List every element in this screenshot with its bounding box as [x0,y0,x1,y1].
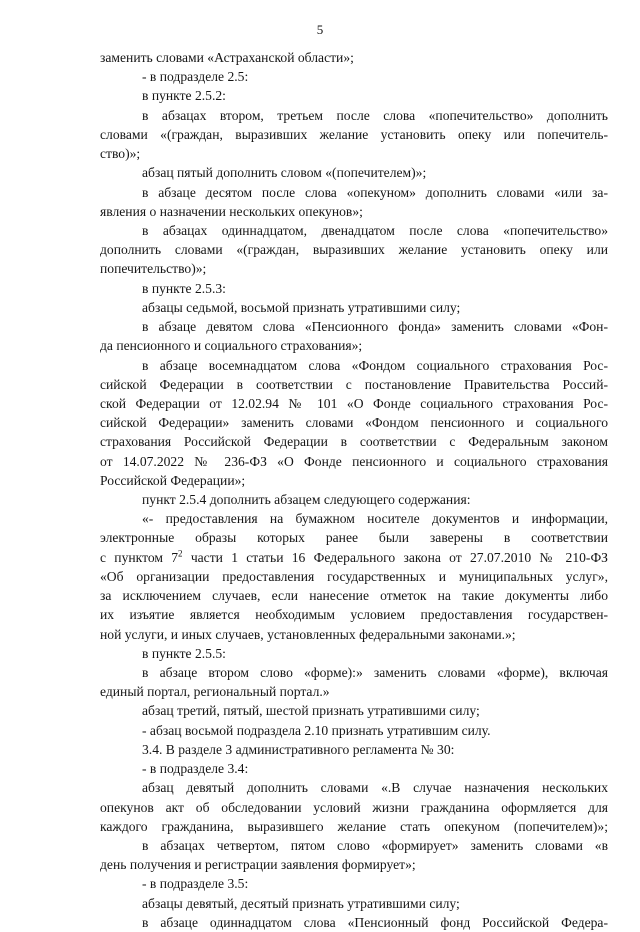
text-line: абзац пятый дополнить словом «(попечителем)»; [142,165,427,181]
text-line: за исключением случаев, если нанесение отметок на такие документы либо [100,588,608,604]
text-line: в абзацах четвертом, пятом слово «формирует» заменить словами «в [142,837,608,853]
text-line: Российской Федерации»; [100,472,246,488]
text-line: день получения и регистрации заявления формирует»; [100,857,416,873]
text-line: сийской Федерации» заменить словами «Фондом пенсионного и социального [100,415,608,431]
text-line: в пункте 2.5.3: [142,280,226,296]
text-line: в абзаце одиннадцатом слова «Пенсионный фонд Российской Федера- [142,914,608,930]
text-line: сийской Федерации в соответствии с постановление Правительства Россий- [100,376,608,392]
text-line: опекунов акт об обследовании условий жизни гражданина оформляется для [100,799,608,815]
text-line: абзац третий, пятый, шестой признать утратившими силу; [142,703,480,719]
text-line: в абзацах одиннадцатом, двенадцатом после слова «попечительство» [142,222,608,238]
text-line: ской Федерации от 12.02.94 № 101 «О Фонде социального страхования Рос- [100,395,608,411]
text-line: - в подразделе 2.5: [142,69,249,85]
text-line: да пенсионного и социального страхования»; [100,338,363,354]
text-line: в абзацах втором, третьем после слова «попечительство» дополнить [142,107,608,123]
text-line: в пункте 2.5.5: [142,645,226,661]
text-line: в пункте 2.5.2: [142,88,226,104]
text-line: дополнить словами «(граждан, выразивших желание установить опеку или [100,242,608,258]
text-line: пункт 2.5.4 дополнить абзацем следующего содержания: [142,492,471,508]
text-line: электронные образы которых ранее были заверены в соответствии [100,530,608,546]
text-line: каждого гражданина, выразившего желание стать опекуном (попечителем)»; [100,818,608,834]
text-line: словами «(граждан, выразивших желание установить опеку или попечитель- [100,126,608,142]
text-line: ство)»; [100,146,141,162]
text-line: 3.4. В разделе 3 административного регламента № 30: [142,741,455,757]
text-line: заменить словами «Астраханской области»; [100,50,354,65]
text-line: абзацы девятый, десятый признать утратившими силу; [142,895,460,911]
text-fragment: части 1 статьи 16 Федерального закона от 27.07.2010 № 210-ФЗ [182,549,608,565]
text-line: в абзаце десятом после слова «опекуном» дополнить словами «или за- [142,184,608,200]
superscript: 2 [178,548,183,559]
text-line [100,548,608,567]
page-number: 5 [316,22,324,37]
text-line: их изъятие является необходимым условием предоставления государствен- [100,607,608,623]
text-line: от 14.07.2022 № 236-ФЗ «О Фонде пенсионного и социального страхования [100,453,608,469]
text-line: в абзаце восемнадцатом слова «Фондом социального страхования Рос- [142,357,608,373]
document-body [100,48,608,932]
text-line: «- предоставления на бумажном носителе документов и информации, [142,511,608,527]
text-line: единый портал, региональный портал.» [100,684,330,700]
text-line: абзацы седьмой, восьмой признать утратившими силу; [142,299,461,315]
text-line: в абзаце девятом слова «Пенсионного фонда» заменить словами «Фон- [142,319,608,335]
text-line: - в подразделе 3.5: [142,876,249,892]
text-line: попечительство)»; [100,261,207,277]
text-line: абзац девятый дополнить словами «.В случае назначения нескольких [142,780,608,796]
text-line: страхования Российской Федерации в соответствии с Федеральным законом [100,434,608,450]
text-line: в абзаце втором слово «форме):» заменить словами «форме), включая [142,665,608,680]
text-line: - абзац восьмой подраздела 2.10 признать утратившим силу. [142,722,491,738]
text-line: ной услуги, и иных случаев, установленных федеральными законами.»; [100,626,516,642]
text-line: «Об организации предоставления государственных и муниципальных услуг», [100,568,608,584]
text-fragment: с пунктом 7 [100,549,179,565]
text-line: явления о назначении нескольких опекунов»; [100,203,363,219]
text-line: - в подразделе 3.4: [142,761,249,777]
